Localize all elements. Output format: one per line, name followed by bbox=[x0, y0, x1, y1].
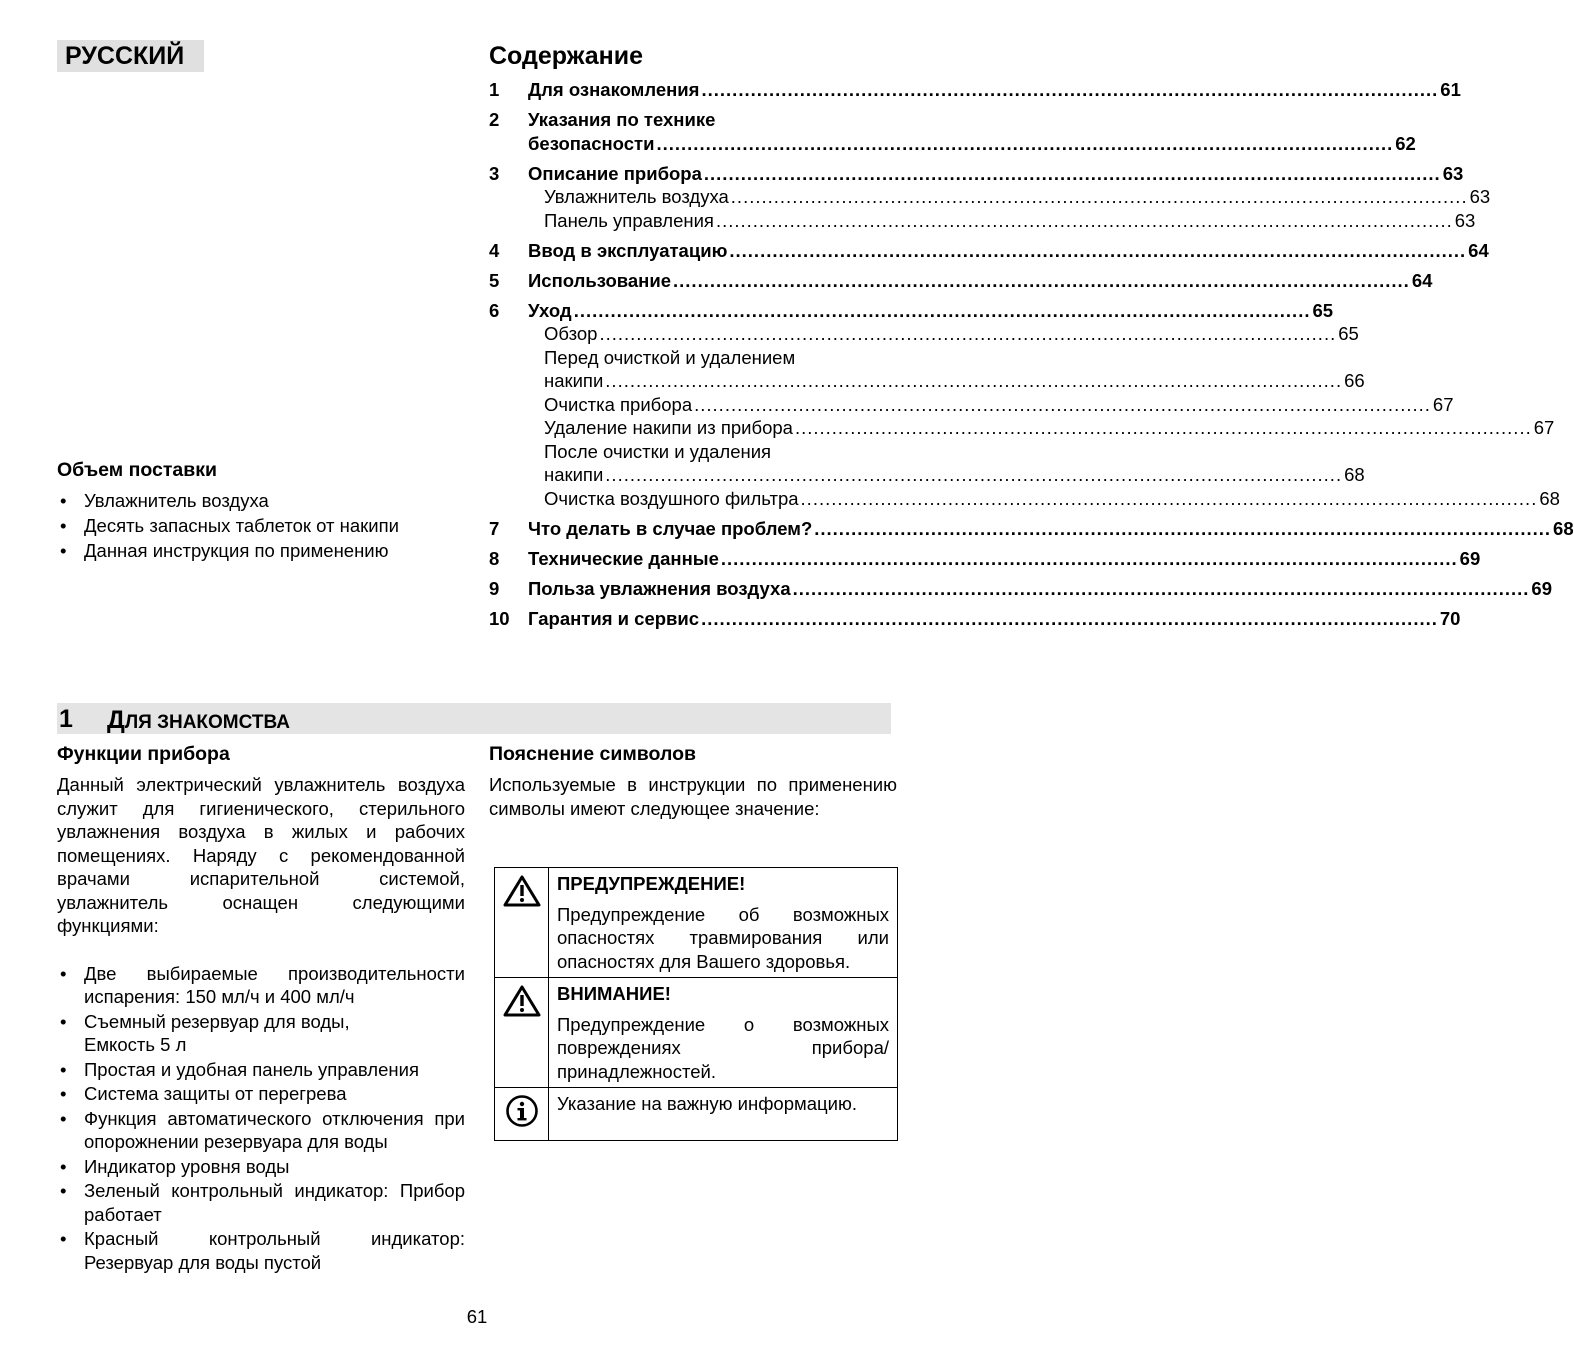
toc-item-page: 63 bbox=[1442, 162, 1464, 184]
toc-item bbox=[489, 209, 1476, 233]
toc-item-label: Указания по технике bbox=[528, 109, 716, 130]
toc-item bbox=[489, 269, 1433, 293]
toc-item-number: 7 bbox=[489, 517, 500, 539]
functions-heading: Функции прибора bbox=[57, 743, 230, 765]
symbol-title: ПРЕДУПРЕЖДЕНИЕ! bbox=[557, 873, 746, 894]
toc-item-label: Очистка воздушного фильтра bbox=[544, 487, 799, 509]
toc-item-number: 6 bbox=[489, 299, 500, 321]
toc-item bbox=[489, 239, 1489, 263]
toc-leader-dots: ........................................................................................................................ bbox=[573, 299, 1311, 321]
toc-item-page: 62 bbox=[1395, 132, 1416, 154]
functions-intro: Данный электрический увлажнитель воздуха служит для гигиенического, стерильного увлажнения воздуха в жилых и рабочих помещениях. Наряду с рекомендованной врачами испарительной системой, увлажнитель оснащен следующими функциями: bbox=[57, 774, 465, 936]
toc-item-label: накипи bbox=[544, 464, 604, 485]
toc-leader-dots: ........................................................................................................................ bbox=[701, 79, 1439, 100]
symbol-description: Предупреждение об возможных опасностях травмирования или опасностях для Вашего здоровья. bbox=[557, 903, 889, 972]
list-item: • Зеленый контрольный индикатор: Прибор работает bbox=[57, 1179, 465, 1226]
toc-leader-dots: ........................................................................................................................ bbox=[792, 577, 1530, 599]
symbol-description: Предупреждение о возможных повреждениях прибора/принадлежностей. bbox=[557, 1013, 889, 1082]
symbol-title: ВНИМАНИЕ! bbox=[557, 983, 671, 1004]
toc-item bbox=[489, 463, 1365, 487]
toc-item-label: Уход bbox=[528, 299, 572, 321]
toc-item-label: Удаление накипи из прибора bbox=[544, 417, 793, 438]
toc-item-number: 3 bbox=[489, 162, 500, 184]
toc-item-page: 70 bbox=[1439, 607, 1461, 629]
toc-item-number: 2 bbox=[489, 109, 500, 130]
section-header bbox=[57, 703, 891, 734]
symbols-section bbox=[489, 742, 897, 820]
toc-item bbox=[489, 487, 1560, 511]
toc-title: Содержание bbox=[489, 42, 644, 70]
toc-item-page: 69 bbox=[1531, 577, 1552, 599]
toc-item bbox=[489, 577, 1552, 601]
toc-item-page: 67 bbox=[1432, 393, 1454, 415]
list-item: • Данная инструкция по применению bbox=[57, 539, 457, 563]
toc-leader-dots: ........................................................................................................................ bbox=[656, 132, 1394, 154]
toc-item-number: 4 bbox=[489, 239, 500, 261]
language-badge: РУССКИЙ bbox=[57, 40, 204, 72]
toc-item-label: Польза увлажнения воздуха bbox=[528, 577, 791, 599]
toc-item-number: 9 bbox=[489, 577, 500, 599]
section-title: ДЛЯ ЗНАКОМСТВА bbox=[107, 706, 290, 734]
delivery-heading: Объем поставки bbox=[57, 459, 218, 481]
page-number: 61 bbox=[466, 1306, 488, 1327]
toc-item-label: Описание прибора bbox=[528, 162, 702, 184]
toc-leader-dots: ........................................................................................................................ bbox=[694, 393, 1431, 415]
toc-item-label: Что делать в случае проблем? bbox=[528, 517, 813, 539]
toc-item-page: 63 bbox=[1454, 209, 1476, 231]
toc-leader-dots: ........................................................................................................................ bbox=[720, 547, 1458, 569]
toc-item-label: Использование bbox=[528, 269, 672, 291]
toc-item-label: безопасности bbox=[528, 132, 655, 154]
toc-leader-dots: ........................................................................................................................ bbox=[814, 517, 1552, 539]
toc-item-label: Для ознакомления bbox=[528, 79, 700, 100]
symbols-heading: Пояснение символов bbox=[489, 743, 696, 765]
toc-item-page: 68 bbox=[1553, 517, 1574, 539]
toc-item-number: 8 bbox=[489, 547, 500, 569]
delivery-list bbox=[57, 489, 457, 563]
toc-item bbox=[489, 78, 1461, 102]
toc-item bbox=[489, 185, 1491, 209]
toc-item bbox=[489, 132, 1416, 156]
table-of-contents bbox=[489, 40, 1574, 630]
symbols-intro: Используемые в инструкции по применению символы имеют следующее значение: bbox=[489, 774, 897, 819]
toc-item-page: 65 bbox=[1338, 323, 1359, 344]
list-item: • Красный контрольный индикатор: Резервуар для воды пустой bbox=[57, 1227, 465, 1274]
toc-item-label: накипи bbox=[544, 370, 604, 391]
toc-item bbox=[489, 322, 1359, 346]
toc-item-label: Перед очисткой и удалением bbox=[544, 346, 796, 368]
list-item: • Индикатор уровня воды bbox=[57, 1155, 465, 1179]
toc-leader-dots: ........................................................................................................................ bbox=[703, 162, 1441, 184]
toc-item-page: 64 bbox=[1411, 269, 1433, 291]
toc-leader-dots: ........................................................................................................................ bbox=[800, 487, 1538, 509]
toc-item-page: 68 bbox=[1539, 487, 1560, 509]
toc-item-page: 69 bbox=[1459, 547, 1481, 569]
toc-item bbox=[489, 108, 879, 132]
symbols-table bbox=[494, 867, 898, 1141]
toc-item-label: Обзор bbox=[544, 323, 598, 344]
list-item: • Функция автоматического отключения при опорожнении резервуара для воды bbox=[57, 1107, 465, 1154]
toc-leader-dots: ........................................................................................................................ bbox=[701, 607, 1438, 629]
toc-leader-dots: ........................................................................................................................ bbox=[715, 209, 1453, 231]
toc-item bbox=[489, 607, 1461, 631]
toc-item bbox=[489, 547, 1481, 571]
functions-list bbox=[57, 962, 465, 1275]
toc-item-label: Ввод в эксплуатацию bbox=[528, 239, 728, 261]
toc-item-number: 10 bbox=[489, 607, 510, 629]
list-item: • Увлажнитель воздуха bbox=[57, 489, 457, 513]
warning-triangle-icon bbox=[502, 891, 542, 912]
toc-item-label: Гарантия и сервис bbox=[528, 607, 700, 629]
table-row bbox=[495, 978, 898, 1088]
toc-leader-dots: ........................................................................................................................ bbox=[794, 417, 1532, 438]
toc-item-label: После очистки и удаления bbox=[544, 440, 772, 462]
toc-leader-dots: ........................................................................................................................ bbox=[730, 186, 1468, 207]
caution-triangle-icon bbox=[502, 1001, 542, 1022]
toc-item bbox=[489, 369, 1365, 393]
toc-item-page: 64 bbox=[1468, 239, 1489, 261]
toc-item-page: 67 bbox=[1533, 417, 1555, 438]
toc-item-number: 5 bbox=[489, 269, 500, 291]
toc-item bbox=[489, 346, 879, 370]
toc-item-label: Панель управления bbox=[544, 209, 714, 231]
toc-leader-dots: ........................................................................................................................ bbox=[605, 464, 1343, 485]
symbol-description: Указание на важную информацию. bbox=[557, 1093, 857, 1114]
toc-item bbox=[489, 440, 879, 464]
delivery-section bbox=[57, 458, 457, 564]
toc-item bbox=[489, 416, 1555, 440]
toc-item-page: 66 bbox=[1344, 370, 1365, 391]
list-item: • Две выбираемые производительности испарения: 150 мл/ч и 400 мл/ч bbox=[57, 962, 465, 1009]
toc-item-label: Технические данные bbox=[528, 547, 719, 569]
toc-item-page: 61 bbox=[1440, 79, 1461, 100]
functions-section bbox=[57, 742, 465, 1275]
toc-item-label: Увлажнитель воздуха bbox=[544, 186, 729, 207]
toc-item-page: 63 bbox=[1469, 186, 1491, 207]
toc-item-number: 1 bbox=[489, 79, 500, 100]
section-number: 1 bbox=[59, 705, 73, 733]
toc-leader-dots: ........................................................................................................................ bbox=[605, 370, 1343, 391]
toc-leader-dots: ........................................................................................................................ bbox=[729, 239, 1467, 261]
toc-item-page: 65 bbox=[1312, 299, 1334, 321]
toc-list bbox=[489, 78, 1574, 630]
table-row bbox=[495, 1088, 898, 1141]
list-item: • Простая и удобная панель управления bbox=[57, 1058, 465, 1082]
toc-item bbox=[489, 299, 1334, 323]
toc-item bbox=[489, 162, 1464, 186]
toc-leader-dots: ........................................................................................................................ bbox=[673, 269, 1410, 291]
list-item: • Десять запасных таблеток от накипи bbox=[57, 514, 457, 538]
toc-item bbox=[489, 517, 1574, 541]
table-row bbox=[495, 868, 898, 978]
list-item: • Съемный резервуар для воды, Емкость 5 л bbox=[57, 1010, 465, 1057]
info-circle-icon bbox=[505, 1111, 539, 1132]
list-item: • Система защиты от перегрева bbox=[57, 1082, 465, 1106]
toc-item-label: Очистка прибора bbox=[544, 393, 693, 415]
toc-item-page: 68 bbox=[1344, 464, 1365, 485]
toc-leader-dots: ........................................................................................................................ bbox=[599, 323, 1337, 344]
toc-item bbox=[489, 393, 1454, 417]
